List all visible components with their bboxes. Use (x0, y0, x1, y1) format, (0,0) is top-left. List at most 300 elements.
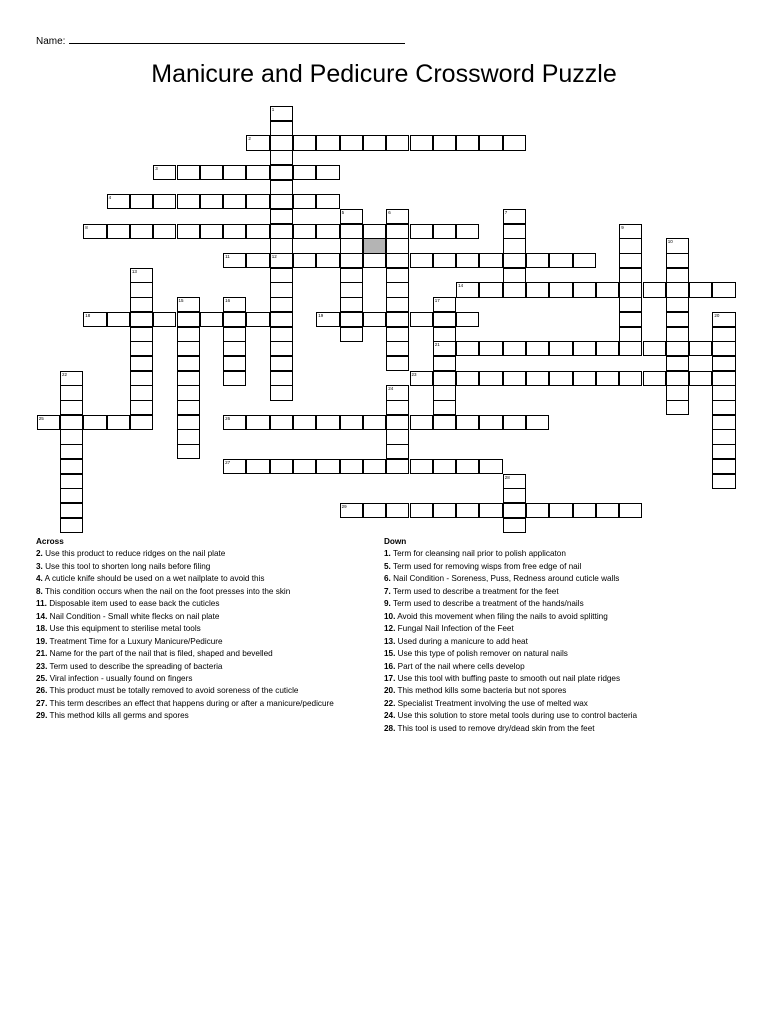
grid-cell[interactable] (433, 400, 456, 415)
grid-cell[interactable] (246, 224, 269, 239)
down-clue (384, 611, 724, 623)
grid-cell[interactable] (363, 312, 386, 327)
grid-cell[interactable] (340, 327, 363, 342)
grid-cell[interactable] (712, 312, 735, 327)
grid-cell[interactable] (130, 224, 153, 239)
grid-cell[interactable] (433, 224, 456, 239)
grid-cell[interactable] (433, 371, 456, 386)
grid-cell[interactable] (270, 238, 293, 253)
grid-cell[interactable] (386, 282, 409, 297)
grid-cell[interactable] (177, 371, 200, 386)
grid-cell[interactable] (479, 253, 502, 268)
grid-cell[interactable] (340, 503, 363, 518)
grid-cell[interactable] (270, 385, 293, 400)
grid-cell[interactable] (316, 415, 339, 430)
grid-cell[interactable] (386, 135, 409, 150)
grid-cell[interactable] (433, 503, 456, 518)
grid-cell[interactable] (177, 385, 200, 400)
grid-cell[interactable] (340, 209, 363, 224)
grid-cell[interactable] (340, 135, 363, 150)
grid-cell[interactable] (270, 297, 293, 312)
grid-cell[interactable] (712, 282, 735, 297)
grid-cell[interactable] (433, 459, 456, 474)
grid-cell[interactable] (689, 341, 712, 356)
grid-cell[interactable] (60, 459, 83, 474)
grid-cell[interactable] (246, 135, 269, 150)
grid-cell[interactable] (479, 282, 502, 297)
grid-cell[interactable] (270, 194, 293, 209)
grid-cell[interactable] (526, 503, 549, 518)
grid-cell[interactable] (153, 194, 176, 209)
grid-cell[interactable] (503, 135, 526, 150)
grid-cell[interactable] (503, 238, 526, 253)
down-clue (384, 673, 724, 685)
grid-cell[interactable] (340, 268, 363, 283)
across-clue (36, 623, 382, 635)
grid-cell[interactable] (386, 429, 409, 444)
grid-cell[interactable] (107, 224, 130, 239)
grid-cell[interactable] (643, 341, 666, 356)
grid-cell[interactable] (363, 224, 386, 239)
grid-cell[interactable] (386, 238, 409, 253)
grid-cell[interactable] (293, 194, 316, 209)
grid-cell[interactable] (386, 327, 409, 342)
grid-cell[interactable] (270, 459, 293, 474)
grid-cell[interactable] (270, 341, 293, 356)
grid-cell[interactable] (270, 282, 293, 297)
grid-cell[interactable] (60, 385, 83, 400)
grid-cell[interactable] (60, 429, 83, 444)
grid-cell[interactable] (223, 371, 246, 386)
grid-cell[interactable] (177, 165, 200, 180)
grid-cell[interactable] (177, 194, 200, 209)
grid-cell[interactable] (223, 165, 246, 180)
grid-cell[interactable] (526, 253, 549, 268)
grid-cell[interactable] (270, 135, 293, 150)
grid-cell[interactable] (153, 224, 176, 239)
grid-cell[interactable] (433, 253, 456, 268)
grid-cell[interactable] (386, 253, 409, 268)
across-clue (36, 673, 382, 685)
grid-cell[interactable] (363, 253, 386, 268)
grid-cell[interactable] (503, 268, 526, 283)
grid-cell[interactable] (503, 371, 526, 386)
clue-text: Term for cleansing nail prior to polish applicaton (390, 549, 566, 559)
grid-cell[interactable] (316, 165, 339, 180)
grid-cell[interactable] (340, 224, 363, 239)
grid-cell[interactable] (479, 371, 502, 386)
grid-cell[interactable] (573, 282, 596, 297)
grid-cell[interactable] (619, 224, 642, 239)
grid-cell[interactable] (712, 429, 735, 444)
grid-cell[interactable] (223, 253, 246, 268)
grid-cell[interactable] (270, 150, 293, 165)
grid-cell[interactable] (712, 356, 735, 371)
grid-cell[interactable] (410, 503, 433, 518)
grid-cell[interactable] (363, 135, 386, 150)
grid-cell[interactable] (60, 518, 83, 533)
grid-cell[interactable] (386, 209, 409, 224)
grid-cell[interactable] (340, 297, 363, 312)
grid-cell[interactable] (456, 224, 479, 239)
grid-cell[interactable] (130, 297, 153, 312)
grid-cell[interactable] (386, 356, 409, 371)
clue-text: A cuticle knife should be used on a wet nailplate to avoid this (42, 574, 265, 584)
grid-cell[interactable] (386, 503, 409, 518)
grid-cell[interactable] (433, 327, 456, 342)
grid-cell[interactable] (83, 224, 106, 239)
grid-cell[interactable] (433, 341, 456, 356)
grid-cell[interactable] (433, 385, 456, 400)
grid-cell[interactable] (456, 415, 479, 430)
grid-cell[interactable] (270, 356, 293, 371)
grid-cell[interactable] (270, 180, 293, 195)
grid-cell[interactable] (619, 371, 642, 386)
clue-number: 9. (384, 599, 391, 609)
grid-cell[interactable] (503, 209, 526, 224)
grid-cell[interactable] (689, 282, 712, 297)
across-heading: Across (36, 537, 64, 546)
grid-cell[interactable] (666, 341, 689, 356)
clue-text: Term used to describe the spreading of bacteria (47, 661, 223, 671)
grid-cell[interactable] (712, 474, 735, 489)
grid-cell[interactable] (177, 400, 200, 415)
grid-cell[interactable] (223, 341, 246, 356)
cell-number: 7 (504, 209, 508, 215)
grid-cell[interactable] (410, 415, 433, 430)
name-label: Name: (36, 36, 66, 47)
grid-cell[interactable] (293, 459, 316, 474)
grid-cell[interactable] (526, 282, 549, 297)
grid-cell[interactable] (246, 194, 269, 209)
grid-cell[interactable] (712, 327, 735, 342)
grid-cell[interactable] (503, 282, 526, 297)
grid-cell[interactable] (316, 135, 339, 150)
grid-cell[interactable] (666, 385, 689, 400)
grid-cell[interactable] (712, 444, 735, 459)
clue-number: 13. (384, 636, 396, 646)
grid-cell[interactable] (386, 415, 409, 430)
grid-cell[interactable] (549, 282, 572, 297)
grid-cell[interactable] (60, 415, 83, 430)
grid-cell[interactable] (386, 268, 409, 283)
grid-cell[interactable] (503, 341, 526, 356)
grid-cell[interactable] (503, 224, 526, 239)
grid-cell[interactable] (573, 253, 596, 268)
grid-cell[interactable] (619, 297, 642, 312)
grid-cell[interactable] (386, 385, 409, 400)
grid-cell[interactable] (270, 106, 293, 121)
grid-cell[interactable] (619, 238, 642, 253)
grid-cell[interactable] (177, 356, 200, 371)
grid-cell[interactable] (293, 253, 316, 268)
grid-cell[interactable] (503, 503, 526, 518)
grid-cell[interactable] (410, 224, 433, 239)
grid-cell[interactable] (340, 312, 363, 327)
grid-cell[interactable] (177, 444, 200, 459)
grid-cell[interactable] (479, 415, 502, 430)
grid-cell[interactable] (410, 371, 433, 386)
grid-cell[interactable] (340, 415, 363, 430)
grid-cell[interactable] (433, 356, 456, 371)
grid-cell[interactable] (177, 297, 200, 312)
grid-cell[interactable] (83, 312, 106, 327)
grid-cell[interactable] (410, 312, 433, 327)
grid-cell[interactable] (130, 341, 153, 356)
grid-cell[interactable] (316, 459, 339, 474)
down-clue (384, 710, 724, 722)
grid-cell[interactable] (223, 415, 246, 430)
grid-cell[interactable] (293, 224, 316, 239)
clue-number: 26. (36, 686, 48, 696)
down-clue (384, 561, 724, 573)
grid-cell[interactable] (549, 341, 572, 356)
down-clue (384, 623, 724, 635)
grid-cell[interactable] (177, 429, 200, 444)
grid-cell[interactable] (130, 356, 153, 371)
grid-cell[interactable] (37, 415, 60, 430)
grid-cell[interactable] (177, 224, 200, 239)
grid-cell[interactable] (596, 282, 619, 297)
clue-number: 10. (384, 611, 396, 621)
grid-cell[interactable] (270, 165, 293, 180)
grid-cell[interactable] (503, 474, 526, 489)
grid-cell[interactable] (456, 282, 479, 297)
grid-cell[interactable] (619, 253, 642, 268)
clue-number: 29. (36, 711, 48, 721)
grid-cell[interactable] (619, 341, 642, 356)
grid-cell[interactable] (666, 327, 689, 342)
grid-cell[interactable] (433, 297, 456, 312)
grid-cell[interactable] (526, 415, 549, 430)
grid-cell[interactable] (130, 282, 153, 297)
grid-cell[interactable] (363, 459, 386, 474)
grid-cell[interactable] (363, 503, 386, 518)
grid-cell[interactable] (573, 341, 596, 356)
grid-cell[interactable] (130, 194, 153, 209)
across-clue (36, 685, 382, 697)
grid-cell[interactable] (270, 209, 293, 224)
grid-cell[interactable] (712, 385, 735, 400)
grid-cell[interactable] (270, 224, 293, 239)
grid-cell[interactable] (666, 356, 689, 371)
grid-cell[interactable] (549, 253, 572, 268)
grid-cell[interactable] (503, 253, 526, 268)
grid-cell[interactable] (223, 297, 246, 312)
grid-cell[interactable] (386, 341, 409, 356)
grid-cell[interactable] (619, 312, 642, 327)
down-clues (384, 536, 724, 735)
grid-cell[interactable] (60, 488, 83, 503)
grid-cell[interactable] (293, 135, 316, 150)
grid-cell[interactable] (456, 341, 479, 356)
grid-cell[interactable] (223, 312, 246, 327)
grid-cell[interactable] (503, 415, 526, 430)
grid-cell[interactable] (666, 268, 689, 283)
grid-cell[interactable] (270, 415, 293, 430)
grid-cell[interactable] (130, 312, 153, 327)
grid-cell[interactable] (619, 327, 642, 342)
grid-cell[interactable] (316, 194, 339, 209)
grid-cell[interactable] (712, 415, 735, 430)
grid-cell[interactable] (293, 415, 316, 430)
grid-cell[interactable] (666, 312, 689, 327)
grid-cell[interactable] (549, 503, 572, 518)
grid-cell[interactable] (177, 415, 200, 430)
grid-cell[interactable] (177, 341, 200, 356)
grid-cell[interactable] (386, 312, 409, 327)
grid-cell[interactable] (456, 135, 479, 150)
grid-cell[interactable] (503, 488, 526, 503)
grid-cell[interactable] (270, 327, 293, 342)
grid-cell[interactable] (619, 268, 642, 283)
grid-cell[interactable] (712, 341, 735, 356)
grid-cell[interactable] (270, 371, 293, 386)
grid-cell[interactable] (316, 224, 339, 239)
grid-cell[interactable] (503, 518, 526, 533)
grid-cell[interactable] (200, 224, 223, 239)
clue-text: This condition occurs when the nail on the foot presses into the skin (42, 586, 291, 596)
grid-cell[interactable] (60, 400, 83, 415)
grid-cell[interactable] (456, 459, 479, 474)
grid-cell[interactable] (573, 371, 596, 386)
clue-text: Use this tool with buffing paste to smooth out nail plate ridges (395, 673, 621, 683)
grid-cell[interactable] (60, 371, 83, 386)
grid-cell[interactable] (316, 312, 339, 327)
across-clue (36, 598, 382, 610)
grid-cell[interactable] (386, 297, 409, 312)
grid-cell[interactable] (363, 415, 386, 430)
grid-cell[interactable] (386, 444, 409, 459)
grid-cell[interactable] (223, 356, 246, 371)
grid-cell[interactable] (270, 121, 293, 136)
grid-cell[interactable] (549, 371, 572, 386)
clue-number: 6. (384, 574, 391, 584)
grid-cell[interactable] (596, 341, 619, 356)
grid-cell[interactable] (666, 297, 689, 312)
grid-cell[interactable] (643, 371, 666, 386)
grid-cell[interactable] (60, 474, 83, 489)
grid-cell[interactable] (177, 327, 200, 342)
cell-number: 9 (621, 224, 624, 230)
grid-cell[interactable] (130, 400, 153, 415)
grid-cell[interactable] (246, 165, 269, 180)
grid-cell[interactable] (246, 459, 269, 474)
clue-text: Use this tool to shorten long nails before filing (42, 561, 211, 571)
grid-cell[interactable] (130, 327, 153, 342)
grid-cell[interactable] (433, 135, 456, 150)
clue-number: 17. (384, 673, 396, 683)
grid-cell[interactable] (456, 371, 479, 386)
grid-cell[interactable] (433, 415, 456, 430)
grid-cell[interactable] (246, 312, 269, 327)
grid-cell[interactable] (177, 312, 200, 327)
grid-cell[interactable] (689, 371, 712, 386)
grid-cell[interactable] (386, 400, 409, 415)
clue-text: Treatment Time for a Luxury Manicure/Pedicure (47, 636, 223, 646)
clue-text: Term used for removing wisps from free edge of nail (390, 561, 582, 571)
grid-cell[interactable] (246, 253, 269, 268)
grid-cell[interactable] (479, 135, 502, 150)
across-clue (36, 661, 382, 673)
grid-cell[interactable] (340, 238, 363, 253)
grid-cell[interactable] (223, 327, 246, 342)
grid-cell[interactable] (456, 503, 479, 518)
grid-cell[interactable] (456, 253, 479, 268)
grid-cell[interactable] (712, 459, 735, 474)
grid-cell[interactable] (619, 503, 642, 518)
grid-cell[interactable] (433, 312, 456, 327)
grid-cell[interactable] (107, 415, 130, 430)
grid-cell[interactable] (479, 459, 502, 474)
grid-cell[interactable] (223, 194, 246, 209)
grid-cell[interactable] (153, 312, 176, 327)
grid-cell[interactable] (270, 253, 293, 268)
grid-cell[interactable] (619, 282, 642, 297)
grid-cell[interactable] (479, 503, 502, 518)
grid-cell[interactable] (107, 194, 130, 209)
grid-cell[interactable] (666, 238, 689, 253)
across-clue (36, 586, 382, 598)
grid-cell[interactable] (666, 371, 689, 386)
grid-cell[interactable] (666, 253, 689, 268)
grid-cell[interactable] (410, 459, 433, 474)
grid-cell[interactable] (60, 503, 83, 518)
clue-number: 7. (384, 586, 391, 596)
grid-cell[interactable] (573, 503, 596, 518)
grid-cell[interactable] (526, 371, 549, 386)
grid-cell[interactable] (130, 415, 153, 430)
grid-cell[interactable] (200, 312, 223, 327)
grid-cell[interactable] (526, 341, 549, 356)
grid-cell[interactable] (83, 415, 106, 430)
grid-cell[interactable] (270, 312, 293, 327)
grid-cell[interactable] (60, 444, 83, 459)
grid-cell[interactable] (200, 165, 223, 180)
grid-cell[interactable] (130, 385, 153, 400)
grid-cell[interactable] (666, 400, 689, 415)
clue-number: 16. (384, 661, 396, 671)
grid-cell[interactable] (246, 415, 269, 430)
grid-cell[interactable] (479, 341, 502, 356)
grid-cell[interactable] (107, 312, 130, 327)
grid-cell[interactable] (130, 371, 153, 386)
grid-cell[interactable] (270, 268, 293, 283)
grid-cell[interactable] (712, 400, 735, 415)
grid-cell[interactable] (596, 371, 619, 386)
grid-cell[interactable] (456, 312, 479, 327)
grid-cell[interactable] (340, 459, 363, 474)
grid-cell[interactable] (340, 282, 363, 297)
grid-cell[interactable] (410, 135, 433, 150)
cell-number: 26 (225, 415, 231, 421)
grid-cell[interactable] (293, 165, 316, 180)
grid-cell[interactable] (386, 459, 409, 474)
grid-cell[interactable] (316, 253, 339, 268)
grid-cell[interactable] (643, 282, 666, 297)
grid-cell[interactable] (223, 459, 246, 474)
grid-cell[interactable] (386, 224, 409, 239)
grid-cell[interactable] (130, 268, 153, 283)
grid-cell[interactable] (410, 253, 433, 268)
grid-cell[interactable] (200, 194, 223, 209)
grid-cell[interactable] (153, 165, 176, 180)
grid-cell[interactable] (596, 503, 619, 518)
grid-cell[interactable] (712, 371, 735, 386)
grid-cell[interactable] (666, 282, 689, 297)
grid-cell[interactable] (223, 224, 246, 239)
grid-cell[interactable] (340, 253, 363, 268)
